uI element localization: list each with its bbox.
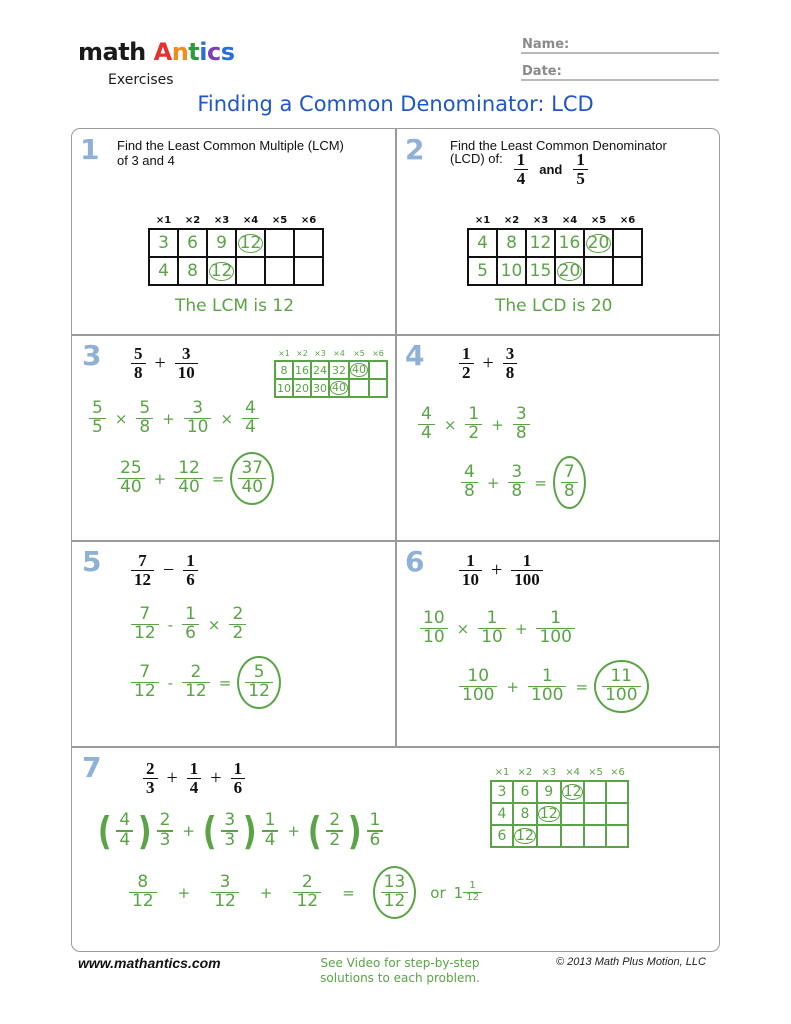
fraction: $\frac{4}{8}$	[461, 464, 478, 501]
cell-value: 8	[280, 363, 288, 377]
operator: =	[575, 677, 589, 696]
table-cell	[513, 781, 537, 803]
operator: +	[514, 619, 528, 638]
row-divider	[72, 334, 719, 336]
table-cell	[369, 379, 387, 397]
problem-expression	[128, 345, 201, 382]
operator: -	[167, 615, 174, 634]
table-cell	[275, 361, 293, 379]
solution-step-2	[456, 660, 649, 713]
column-header: ×4	[333, 349, 345, 358]
problem-expression	[128, 552, 201, 589]
table-cell	[555, 257, 584, 285]
column-header: ×1	[474, 214, 491, 226]
left-paren: (	[307, 809, 322, 853]
table-cell	[329, 361, 349, 379]
fraction: $\frac{2}{2}$	[229, 606, 246, 643]
operator: ×	[114, 409, 128, 428]
operator: =	[342, 883, 355, 902]
table-cell	[293, 361, 311, 379]
cell-value: 12	[529, 233, 552, 253]
table-cell	[275, 379, 293, 397]
cell-value: 10	[500, 261, 523, 281]
operator: +	[182, 822, 195, 840]
solution-step-1	[417, 610, 578, 647]
cell-value: 3	[497, 784, 507, 800]
table-cell	[513, 803, 537, 825]
circled-common-multiple: 40	[332, 381, 346, 395]
column-header: ×4	[242, 214, 259, 226]
answer-text: The LCD is 20	[495, 296, 613, 316]
table-row	[491, 825, 628, 847]
operator: ×	[220, 409, 234, 428]
logo-letter: s	[220, 38, 235, 66]
cell-value: 5	[477, 261, 488, 281]
cell-value: 9	[544, 784, 554, 800]
circled-common-multiple: 20	[558, 260, 581, 281]
table-cell	[149, 257, 178, 285]
cell-value: 16	[295, 363, 309, 377]
fraction: $\frac{1}{2}$	[459, 345, 474, 382]
note-line: See Video for step-by-step	[320, 956, 480, 970]
fraction: $\frac{3}{10}$	[175, 345, 198, 382]
table-row	[149, 257, 323, 285]
cell-value: 4	[158, 261, 169, 281]
fraction: $\frac{2}{3}$	[143, 760, 158, 797]
column-header: ×1	[278, 349, 290, 358]
table-cell	[613, 229, 642, 257]
table-cell	[584, 257, 613, 285]
cell-value: 10	[277, 381, 291, 395]
problem-prompt	[450, 138, 667, 188]
answer-circle: $\frac{11}{100}$	[594, 660, 648, 713]
table-cell	[468, 257, 497, 285]
math-antics-logo	[78, 40, 235, 64]
fraction: $\frac{5}{8}$	[136, 400, 153, 437]
operator: +	[506, 677, 520, 696]
fraction: $\frac{2}{2}$	[326, 812, 343, 849]
video-note	[290, 956, 510, 986]
table-cell	[311, 361, 329, 379]
fraction: $\frac{7}{12}$	[131, 606, 159, 643]
table-cell	[497, 229, 526, 257]
operator: +	[177, 883, 191, 902]
operator: +	[153, 469, 167, 488]
column-header: ×6	[300, 214, 317, 226]
column-header: ×6	[619, 214, 636, 226]
operator: +	[486, 473, 500, 492]
note-line: solutions to each problem.	[320, 971, 480, 985]
fraction: $\frac{3}{8}$	[503, 345, 518, 382]
column-header: ×5	[353, 349, 365, 358]
fraction: $\frac{3}{8}$	[508, 464, 525, 501]
fraction: $\frac{1}{10}$	[478, 610, 506, 647]
row-divider	[72, 746, 719, 748]
fraction: $\frac{2}{12}$	[293, 874, 321, 911]
table-cell	[178, 229, 207, 257]
fraction: $\frac{1}{100}$	[536, 610, 574, 647]
logo-word-math: math	[78, 38, 146, 66]
table-cell	[606, 803, 628, 825]
date-label: Date:	[522, 64, 562, 79]
fraction: $\frac{3}{10}$	[184, 400, 212, 437]
operator: +	[210, 767, 222, 790]
circled-common-multiple: 12	[239, 232, 262, 253]
fraction: $\frac{1}{4}$	[514, 151, 529, 188]
column-header: ×1	[155, 214, 172, 226]
problem-number: 1	[80, 133, 100, 166]
left-paren: (	[97, 809, 112, 853]
column-header: ×5	[588, 767, 603, 778]
problem-prompt	[117, 138, 344, 168]
circled-common-multiple: 12	[563, 783, 582, 800]
table-cell	[265, 229, 294, 257]
operator: +	[491, 559, 503, 582]
page-title: Finding a Common Denominator: LCD	[197, 92, 594, 116]
table-cell	[513, 825, 537, 847]
fraction: $\frac{3}{3}$	[221, 812, 238, 849]
table-cell	[207, 257, 236, 285]
fraction: $\frac{1}{6}$	[182, 606, 199, 643]
fraction: $\frac{1}{6}$	[367, 812, 384, 849]
fraction: $\frac{3}{8}$	[513, 406, 530, 443]
column-header: ×5	[590, 214, 607, 226]
column-header: ×6	[610, 767, 625, 778]
fraction: $\frac{1}{2}$	[465, 406, 482, 443]
table-cell	[526, 229, 555, 257]
cell-value: 32	[332, 363, 346, 377]
row-divider	[72, 540, 719, 542]
prompt-line: of 3 and 4	[117, 153, 175, 168]
cell-value: 8	[520, 806, 530, 822]
cell-value: 6	[497, 828, 507, 844]
table-cell	[468, 229, 497, 257]
fraction: $\frac{1}{100}$	[528, 668, 566, 705]
column-header: ×2	[503, 214, 520, 226]
fraction: $\frac{2}{3}$	[157, 812, 174, 849]
logo-letter: i	[199, 38, 208, 66]
right-paren: )	[137, 809, 152, 853]
answer-circle: $\frac{5}{12}$	[237, 656, 281, 709]
operator: +	[259, 883, 273, 902]
fraction: $\frac{10}{100}$	[459, 668, 497, 705]
table-cell	[491, 825, 513, 847]
problem-number: 3	[82, 339, 102, 372]
problem-expression	[140, 760, 248, 797]
mixed-whole: 1	[453, 883, 464, 902]
left-paren: (	[202, 809, 217, 853]
operator: =	[534, 473, 547, 492]
column-header: ×2	[184, 214, 201, 226]
table-cell	[561, 803, 585, 825]
name-label: Name:	[522, 37, 570, 52]
solution-step-2	[114, 452, 274, 505]
logo-letter: t	[188, 38, 200, 66]
table-cell	[613, 257, 642, 285]
table-cell	[537, 803, 561, 825]
fraction: $\frac{7}{12}$	[131, 664, 159, 701]
logo-letter: c	[207, 38, 221, 66]
answer-circle: $\frac{37}{40}$	[230, 452, 274, 505]
operator: +	[162, 409, 175, 428]
column-header: ×3	[314, 349, 326, 358]
table-cell	[236, 229, 265, 257]
fraction: $\frac{1}{12}$	[463, 881, 482, 904]
column-header: ×2	[296, 349, 308, 358]
mixed-number	[430, 881, 482, 904]
cell-value: 6	[520, 784, 530, 800]
operator: ×	[207, 615, 221, 634]
fraction: $\frac{1}{10}$	[459, 552, 482, 589]
logo-letter: n	[171, 38, 189, 66]
table-cell	[369, 361, 387, 379]
operator: -	[167, 673, 174, 692]
operator: ×	[443, 415, 457, 434]
fraction: $\frac{7}{12}$	[131, 552, 154, 589]
solution-step-1	[128, 606, 249, 643]
cell-value: 30	[313, 381, 327, 395]
table-cell	[294, 257, 323, 285]
answer-circle: $\frac{13}{12}$	[373, 866, 417, 919]
prompt-line: Find the Least Common Multiple (LCM)	[117, 138, 344, 153]
circled-common-multiple: 40	[352, 363, 366, 377]
name-line[interactable]	[521, 52, 719, 54]
solution-step-2	[128, 656, 281, 709]
table-cell	[491, 803, 513, 825]
fraction: $\frac{5}{5}$	[89, 400, 106, 437]
logo-letter: A	[153, 38, 172, 66]
multiples-table-3	[274, 347, 388, 398]
cell-value: 16	[558, 233, 581, 253]
solution-step-1	[96, 809, 386, 853]
right-paren: )	[347, 809, 362, 853]
cell-value: 6	[187, 233, 198, 253]
multiples-table-7	[490, 765, 629, 848]
table-cell	[584, 781, 606, 803]
fraction: $\frac{5}{8}$	[131, 345, 146, 382]
table-cell	[294, 229, 323, 257]
cell-value: 20	[295, 381, 309, 395]
fraction: $\frac{1}{100}$	[511, 552, 543, 589]
cell-value: 8	[506, 233, 517, 253]
table-cell	[584, 825, 606, 847]
operator: ×	[456, 619, 470, 638]
fraction: $\frac{12}{40}$	[175, 460, 203, 497]
copyright: © 2013 Math Plus Motion, LLC	[556, 956, 706, 968]
cell-value: 9	[216, 233, 227, 253]
operator: =	[211, 469, 225, 488]
answer-text: The LCM is 12	[175, 296, 295, 316]
fraction: $\frac{1}{5}$	[573, 151, 588, 188]
table-cell	[537, 781, 561, 803]
column-header: ×3	[532, 214, 549, 226]
table-cell	[606, 825, 628, 847]
problem-expression	[456, 345, 520, 382]
solution-step-1	[415, 406, 533, 443]
table-row	[491, 803, 628, 825]
table-row	[468, 229, 642, 257]
table-cell	[178, 257, 207, 285]
fraction: $\frac{8}{12}$	[129, 874, 157, 911]
multiples-table-2	[467, 212, 643, 286]
fraction: $\frac{1}{6}$	[231, 760, 246, 797]
cell-value: 3	[158, 233, 169, 253]
logo-word-antics	[154, 38, 235, 66]
problem-number: 2	[405, 133, 425, 166]
column-header: ×2	[517, 767, 533, 778]
operator: =	[218, 673, 232, 692]
table-cell	[561, 825, 585, 847]
problem-number: 5	[82, 545, 102, 578]
table-cell	[584, 229, 613, 257]
multiples-table-1	[148, 212, 324, 286]
table-cell	[207, 229, 236, 257]
solution-step-2	[126, 866, 482, 919]
fraction: $\frac{1}{4}$	[262, 812, 279, 849]
operator: +	[287, 822, 300, 840]
column-divider	[395, 129, 397, 746]
problem-number: 6	[405, 545, 425, 578]
prompt-line: Find the Least Common Denominator	[450, 138, 667, 153]
cell-value: 4	[497, 806, 507, 822]
table-cell	[584, 803, 606, 825]
cell-value: 24	[313, 363, 327, 377]
fraction: $\frac{4}{4}$	[418, 406, 435, 443]
fraction: $\frac{25}{40}$	[117, 460, 145, 497]
table-cell	[236, 257, 265, 285]
table-row	[468, 257, 642, 285]
fraction: $\frac{1}{4}$	[187, 760, 202, 797]
logo-subtitle: Exercises	[108, 72, 174, 88]
circled-common-multiple: 12	[210, 260, 233, 281]
table-cell	[526, 257, 555, 285]
table-cell	[149, 229, 178, 257]
right-paren: )	[242, 809, 257, 853]
fraction: $\frac{1}{6}$	[183, 552, 198, 589]
table-cell	[606, 781, 628, 803]
fraction: $\frac{4}{4}$	[116, 812, 133, 849]
problem-expression	[456, 552, 546, 589]
circled-common-multiple: 20	[587, 232, 610, 253]
column-header: ×3	[213, 214, 230, 226]
circled-common-multiple: 12	[539, 805, 558, 822]
operator: +	[482, 352, 494, 375]
table-cell	[491, 781, 513, 803]
table-cell	[349, 361, 369, 379]
operator: +	[154, 352, 166, 375]
table-cell	[561, 781, 585, 803]
column-header: ×4	[561, 214, 578, 226]
table-cell	[265, 257, 294, 285]
table-cell	[293, 379, 311, 397]
table-row	[275, 379, 387, 397]
fraction: $\frac{2}{12}$	[182, 664, 210, 701]
solution-step-1	[86, 400, 262, 437]
table-cell	[329, 379, 349, 397]
table-row	[149, 229, 323, 257]
table-cell	[555, 229, 584, 257]
column-header: ×6	[372, 349, 384, 358]
column-header: ×1	[494, 767, 510, 778]
cell-value: 4	[477, 233, 488, 253]
solution-step-2	[458, 456, 586, 509]
prompt-line: (LCD) of:	[450, 151, 503, 166]
problem-number: 4	[405, 339, 425, 372]
column-header: ×3	[541, 767, 557, 778]
fraction: $\frac{10}{10}$	[420, 610, 448, 647]
circled-common-multiple: 12	[516, 827, 534, 844]
fraction: $\frac{3}{12}$	[211, 874, 239, 911]
table-row	[491, 781, 628, 803]
and-label: and	[539, 162, 563, 178]
table-row	[275, 361, 387, 379]
table-cell	[497, 257, 526, 285]
date-line[interactable]	[521, 79, 719, 81]
cell-value: 15	[529, 261, 552, 281]
fraction: $\frac{4}{4}$	[242, 400, 259, 437]
answer-circle: $\frac{7}{8}$	[553, 456, 586, 509]
table-cell	[349, 379, 369, 397]
or-label: or	[430, 883, 446, 902]
column-header: ×4	[565, 767, 580, 778]
table-cell	[537, 825, 561, 847]
column-header: ×5	[271, 214, 288, 226]
operator: +	[491, 415, 504, 434]
website-link[interactable]: www.mathantics.com	[78, 955, 221, 971]
operator: +	[166, 767, 178, 790]
operator: −	[163, 559, 175, 582]
cell-value: 8	[187, 261, 198, 281]
problem-number: 7	[82, 751, 102, 784]
table-cell	[311, 379, 329, 397]
